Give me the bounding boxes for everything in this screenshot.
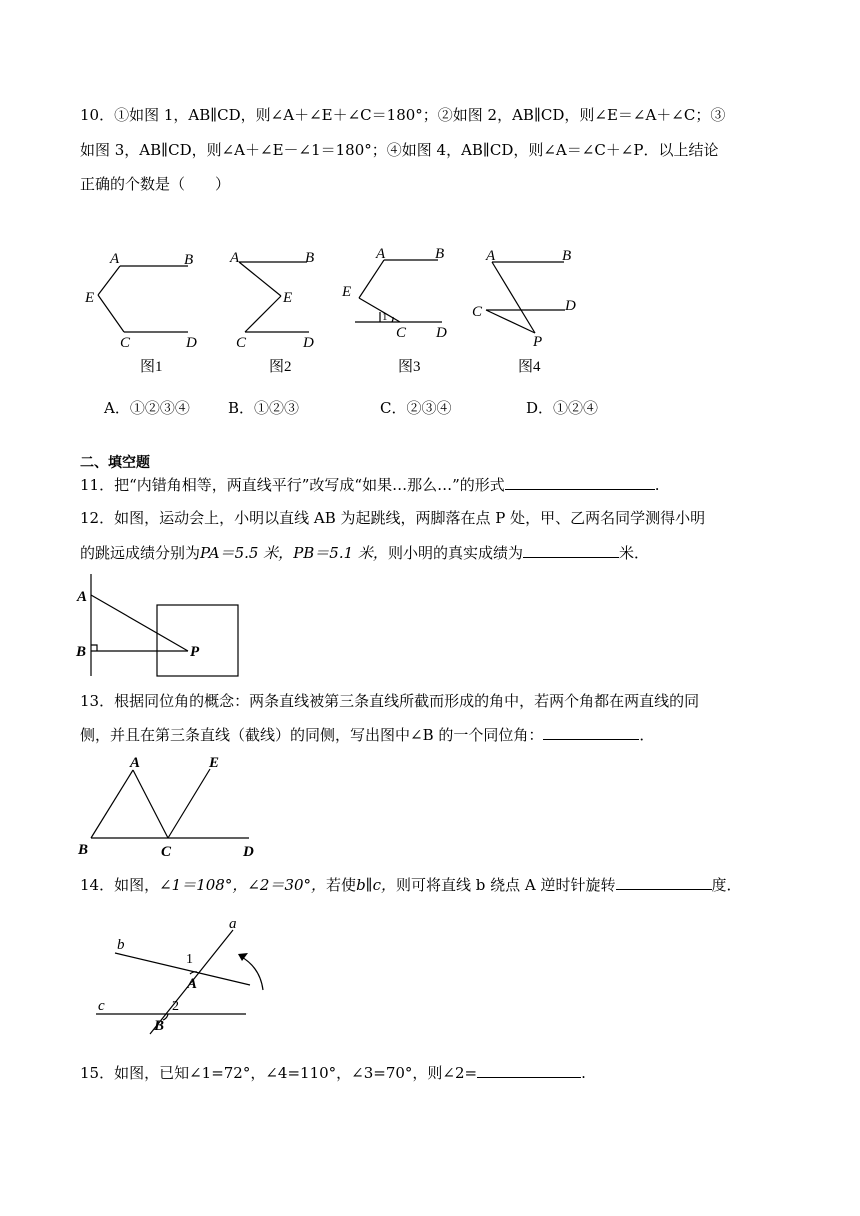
q12-line1: 12．如图，运动会上，小明以直线 AB 为起跳线，两脚落在点 P 处，甲、乙两名同学测得小明 xyxy=(80,509,706,527)
section-heading: 二、填空题 xyxy=(80,455,150,471)
fig3-label-B: B xyxy=(435,246,445,262)
q10-option-c: C．②③④ xyxy=(380,399,452,417)
fig1-label-A: A xyxy=(110,251,120,267)
fig2-label-D: D xyxy=(303,335,314,351)
q13-label-E: E xyxy=(209,755,220,771)
q14-label-b: b xyxy=(117,937,125,953)
fig1-label-E: E xyxy=(85,290,95,306)
fig2-label-E: E xyxy=(283,290,293,306)
figure-3 xyxy=(340,240,460,380)
q14-angle2: ∠2＝30°， xyxy=(247,876,327,894)
q13-label-C: C xyxy=(161,844,172,860)
fig1-caption: 图1 xyxy=(140,359,163,375)
q13-figure xyxy=(72,752,272,862)
q12-label-B: B xyxy=(76,644,87,660)
fig2-caption: 图2 xyxy=(269,359,292,375)
q14-label-A: A xyxy=(187,976,198,992)
q10-line2: 如图 3，AB∥CD，则∠A＋∠E－∠1＝180°；④如图 4，AB∥CD，则∠A＝∠C＋∠P．以上结论 xyxy=(80,141,719,159)
q10-line1: 10．①如图 1，AB∥CD，则∠A＋∠E＋∠C＝180°；②如图 2，AB∥CD，则∠E＝∠A＋∠C；③ xyxy=(80,106,726,124)
fig4-label-B: B xyxy=(562,248,572,264)
fig3-caption: 图3 xyxy=(398,359,421,375)
q14-label-2: 2 xyxy=(172,999,179,1014)
q14-angle1: ∠1＝108°， xyxy=(159,876,248,894)
q13-label-A: A xyxy=(130,755,141,771)
q14-end: 度． xyxy=(711,876,742,894)
q13-answer-blank[interactable] xyxy=(543,725,639,740)
q12-label-A: A xyxy=(77,589,88,605)
fig4-label-D: D xyxy=(565,298,576,314)
q14-label-c: c xyxy=(98,998,105,1014)
q11-line xyxy=(80,475,660,496)
q14-answer-blank[interactable] xyxy=(616,875,712,890)
fig1-label-D: D xyxy=(186,335,197,351)
q11-text: 11．把“内错角相等，两直线平行”改写成“如果…那么…”的形式 xyxy=(80,476,505,494)
figure-2 xyxy=(225,240,335,380)
q13-label-B: B xyxy=(78,842,89,858)
q13-label-D: D xyxy=(243,844,254,860)
q14-label-B: B xyxy=(154,1018,165,1034)
fig4-label-C: C xyxy=(472,304,483,320)
fig3-label-A: A xyxy=(376,246,386,262)
fig3-label-E: E xyxy=(342,284,352,300)
q10-option-d: D．①②④ xyxy=(526,399,599,417)
fig3-label-C: C xyxy=(396,325,407,341)
q12-pb: PB＝5.1 米， xyxy=(293,544,388,562)
fig1-label-B: B xyxy=(184,252,194,268)
q13-line1: 13．根据同位角的概念：两条直线被第三条直线所截而形成的角中，若两个角都在两直线的同 xyxy=(80,692,700,710)
q14-label-1: 1 xyxy=(186,952,193,967)
q13-text: 侧，并且在第三条直线（截线）的同侧，写出图中∠B 的一个同位角： xyxy=(80,726,544,744)
figure-1 xyxy=(80,240,210,380)
fig4-label-P: P xyxy=(533,334,543,350)
fig2-label-A: A xyxy=(230,250,240,266)
q10-option-a: A．①②③④ xyxy=(104,399,190,417)
q15-answer-blank[interactable] xyxy=(477,1063,581,1078)
fig2-label-B: B xyxy=(305,250,315,266)
q14-post: 则可将直线 b 绕点 A 逆时针旋转 xyxy=(396,876,616,894)
figure-4 xyxy=(470,240,590,380)
q11-answer-blank[interactable] xyxy=(505,475,655,490)
q13-end: ． xyxy=(639,726,655,744)
q12-answer-blank[interactable] xyxy=(523,543,619,558)
q15-end: . xyxy=(581,1064,586,1082)
q11-end: . xyxy=(654,476,660,494)
q15-text: 15．如图，已知∠1=72°，∠4=110°，∠3=70°，则∠2= xyxy=(80,1064,478,1082)
q14-label-a: a xyxy=(229,916,237,932)
q14-mid: 若使 xyxy=(326,876,357,894)
fig3-label-D: D xyxy=(436,325,447,341)
q14-figure xyxy=(88,912,278,1040)
q12-end: 米． xyxy=(618,544,649,562)
q14-line xyxy=(80,875,742,896)
q14-condition: b∥c， xyxy=(356,876,396,894)
q14-pre: 14．如图， xyxy=(80,876,160,894)
q12-line2a: 的跳远成绩分别为 xyxy=(80,544,201,562)
fig3-label-angle1: 1 xyxy=(382,311,388,323)
fig1-label-C: C xyxy=(120,335,131,351)
q12-label-P: P xyxy=(190,644,200,660)
q13-line2 xyxy=(80,725,654,746)
q12-pa: PA＝5.5 米， xyxy=(200,544,294,562)
fig4-label-A: A xyxy=(486,248,496,264)
q12-figure xyxy=(72,570,252,680)
fig4-caption: 图4 xyxy=(518,359,541,375)
q15-line xyxy=(80,1063,586,1084)
q10-line3: 正确的个数是（ ） xyxy=(80,175,231,193)
q12-line2b: 则小明的真实成绩为 xyxy=(387,544,523,562)
q12-line2 xyxy=(80,543,649,564)
fig2-label-C: C xyxy=(236,335,247,351)
q10-option-b: B．①②③ xyxy=(228,399,300,417)
